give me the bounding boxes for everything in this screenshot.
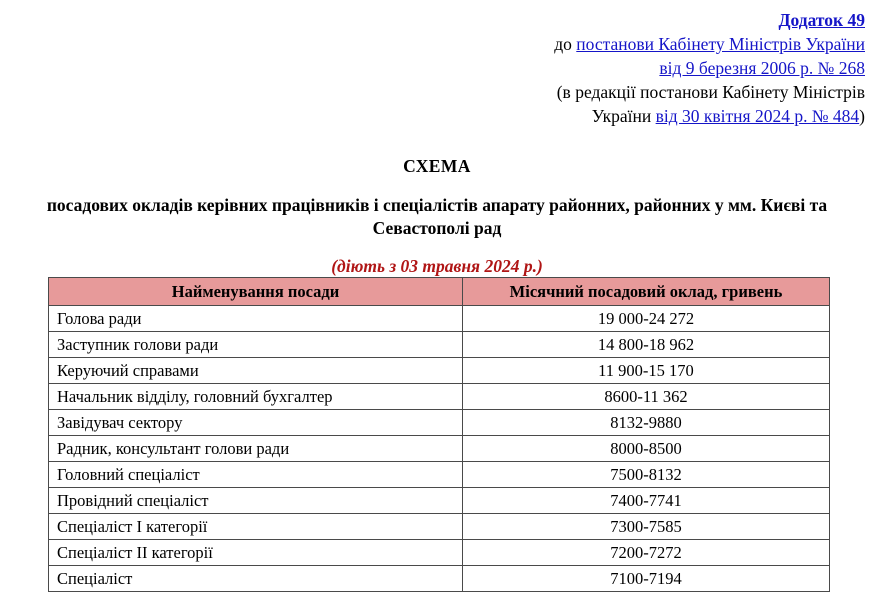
table-row	[49, 566, 830, 592]
cell-salary: 7100-7194	[463, 566, 830, 592]
table-row	[49, 488, 830, 514]
cell-salary: 7200-7272	[463, 540, 830, 566]
cell-salary: 7400-7741	[463, 488, 830, 514]
column-header-position: Найменування посади	[49, 278, 463, 306]
cell-position: Спеціаліст	[49, 566, 463, 592]
resolution-link[interactable]: постанови Кабінету Міністрів України	[576, 33, 865, 54]
revision-text: (в редакції постанови Кабінету Міністрів	[556, 81, 865, 102]
cell-position: Провідний спеціаліст	[49, 488, 463, 514]
resolution-date-link[interactable]: від 9 березня 2006 р. № 268	[659, 57, 865, 78]
cell-salary: 7300-7585	[463, 514, 830, 540]
cell-salary: 11 900-15 170	[463, 358, 830, 384]
cell-position: Головний спеціаліст	[49, 462, 463, 488]
resolution-date-line	[469, 57, 865, 81]
table-row	[49, 384, 830, 410]
cell-position: Радник, консультант голови ради	[49, 436, 463, 462]
table-row	[49, 514, 830, 540]
cell-position: Керуючий справами	[49, 358, 463, 384]
column-header-salary: Місячний посадовий оклад, гривень	[463, 278, 830, 306]
effective-date-note: (діють з 03 травня 2024 р.)	[331, 255, 543, 276]
table-row	[49, 462, 830, 488]
cell-salary: 14 800-18 962	[463, 332, 830, 358]
table-row	[49, 410, 830, 436]
revision-date-line	[469, 105, 865, 129]
cell-salary: 8000-8500	[463, 436, 830, 462]
table-body	[49, 306, 830, 592]
cell-position: Завідувач сектору	[49, 410, 463, 436]
revision-date-link[interactable]: від 30 квітня 2024 р. № 484	[655, 105, 860, 126]
resolution-reference-line	[469, 33, 865, 57]
revision-country-prefix: України	[591, 105, 656, 126]
cell-position: Спеціаліст II категорії	[49, 540, 463, 566]
cell-position: Спеціаліст I категорії	[49, 514, 463, 540]
table-row	[49, 332, 830, 358]
cell-position: Начальник відділу, головний бухгалтер	[49, 384, 463, 410]
page-subtitle: посадових окладів керівних працівників і спеціалістів апарату районних, районних у мм. Києві та Севастополі рад	[46, 195, 828, 239]
resolution-prefix: до	[554, 33, 577, 54]
cell-salary: 19 000-24 272	[463, 306, 830, 332]
document-reference-header	[469, 9, 865, 129]
cell-position: Голова ради	[49, 306, 463, 332]
table-header-row	[49, 278, 830, 306]
revision-line	[469, 81, 865, 105]
table-header	[49, 278, 830, 306]
cell-position: Заступник голови ради	[49, 332, 463, 358]
appendix-number-link[interactable]: Додаток 49	[778, 10, 865, 30]
title-block	[0, 156, 874, 277]
cell-salary: 8600-11 362	[463, 384, 830, 410]
table-row	[49, 540, 830, 566]
table-row	[49, 436, 830, 462]
cell-salary: 7500-8132	[463, 462, 830, 488]
revision-close-paren: )	[859, 105, 865, 126]
page-title: СХЕМА	[403, 156, 471, 176]
appendix-number-line	[469, 9, 865, 33]
table-row	[49, 306, 830, 332]
table-row	[49, 358, 830, 384]
salary-schedule-table	[48, 277, 830, 592]
cell-salary: 8132-9880	[463, 410, 830, 436]
